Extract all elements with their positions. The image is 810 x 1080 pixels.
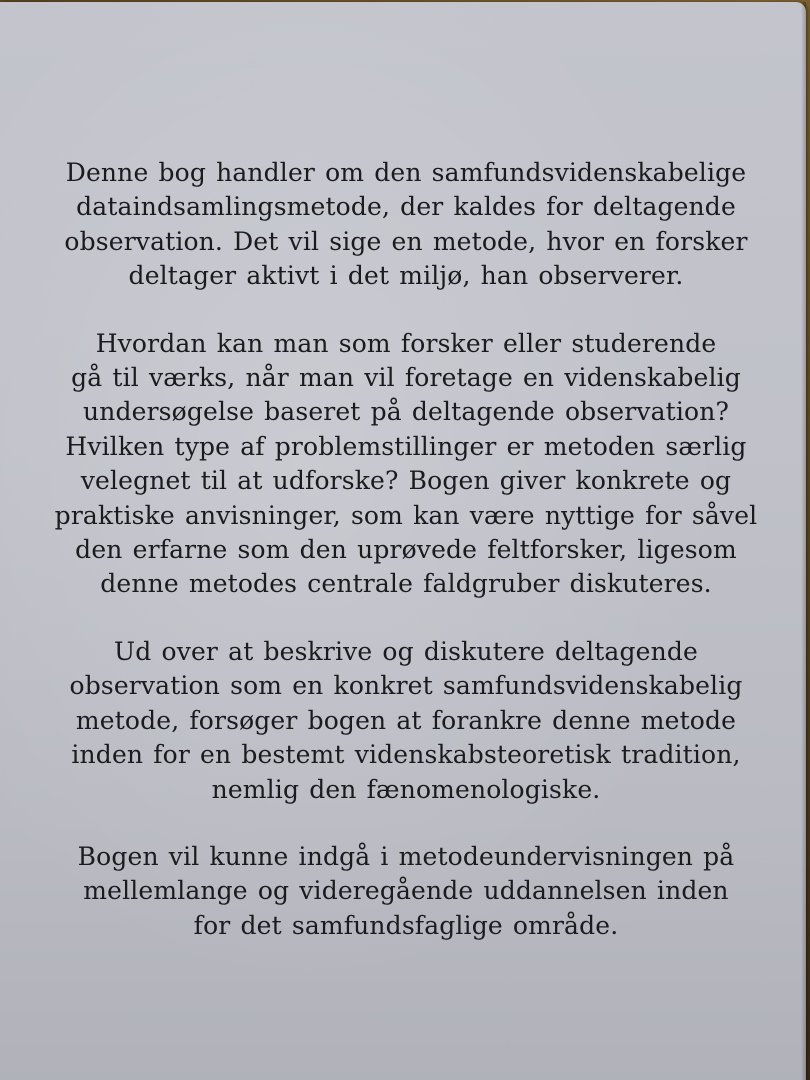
- paragraph-4: [30, 840, 782, 943]
- blurb-text: [30, 156, 782, 943]
- paragraph-1: [30, 156, 782, 294]
- text-line: inden for en bestemt videnskabsteoretisk tradition,: [71, 740, 741, 770]
- back-cover: [0, 2, 806, 1080]
- text-line: Hvordan kan man som forsker eller studerende: [95, 328, 717, 358]
- text-line: dataindsamlingsmetode, der kaldes for deltagende: [76, 192, 736, 222]
- text-line: Bogen vil kunne indgå i metodeundervisningen på: [77, 841, 735, 871]
- text-line: observation. Det vil sige en metode, hvor en forsker: [64, 226, 748, 256]
- paragraph-2: [30, 327, 782, 602]
- text-line: velegnet til at udforske? Bogen giver konkrete og: [80, 466, 732, 496]
- text-line: deltager aktivt i det miljø, han observerer.: [128, 261, 684, 291]
- text-line: for det samfundsfaglige område.: [193, 910, 619, 940]
- text-line: praktiske anvisninger, som kan være nyttige for såvel: [54, 500, 758, 530]
- text-line: gå til værks, når man vil foretage en videnskabelig: [71, 363, 741, 393]
- text-line: nemlig den fænomenologiske.: [211, 774, 601, 804]
- text-line: denne metodes centrale faldgruber diskuteres.: [100, 569, 712, 599]
- text-line: Denne bog handler om den samfundsvidenskabelige: [65, 158, 747, 187]
- text-line: Ud over at beskrive og diskutere deltagende: [114, 636, 698, 666]
- text-line: undersøgelse baseret på deltagende observation?: [82, 397, 730, 427]
- text-line: mellemlange og videregående uddannelsen inden: [83, 876, 729, 906]
- text-line: Hvilken type af problemstillinger er metoden særlig: [65, 431, 747, 461]
- cover-edge-shadow: [801, 2, 806, 1080]
- paragraph-gap: [30, 294, 782, 327]
- paragraph-gap: [30, 807, 782, 840]
- paragraph-gap: [30, 602, 782, 635]
- text-line: den erfarne som den uprøvede feltforsker, ligesom: [75, 535, 737, 565]
- paragraph-3: [30, 635, 782, 807]
- text-line: metode, forsøger bogen at forankre denne metode: [75, 705, 737, 735]
- text-line: observation som en konkret samfundsvidenskabelig: [69, 671, 743, 701]
